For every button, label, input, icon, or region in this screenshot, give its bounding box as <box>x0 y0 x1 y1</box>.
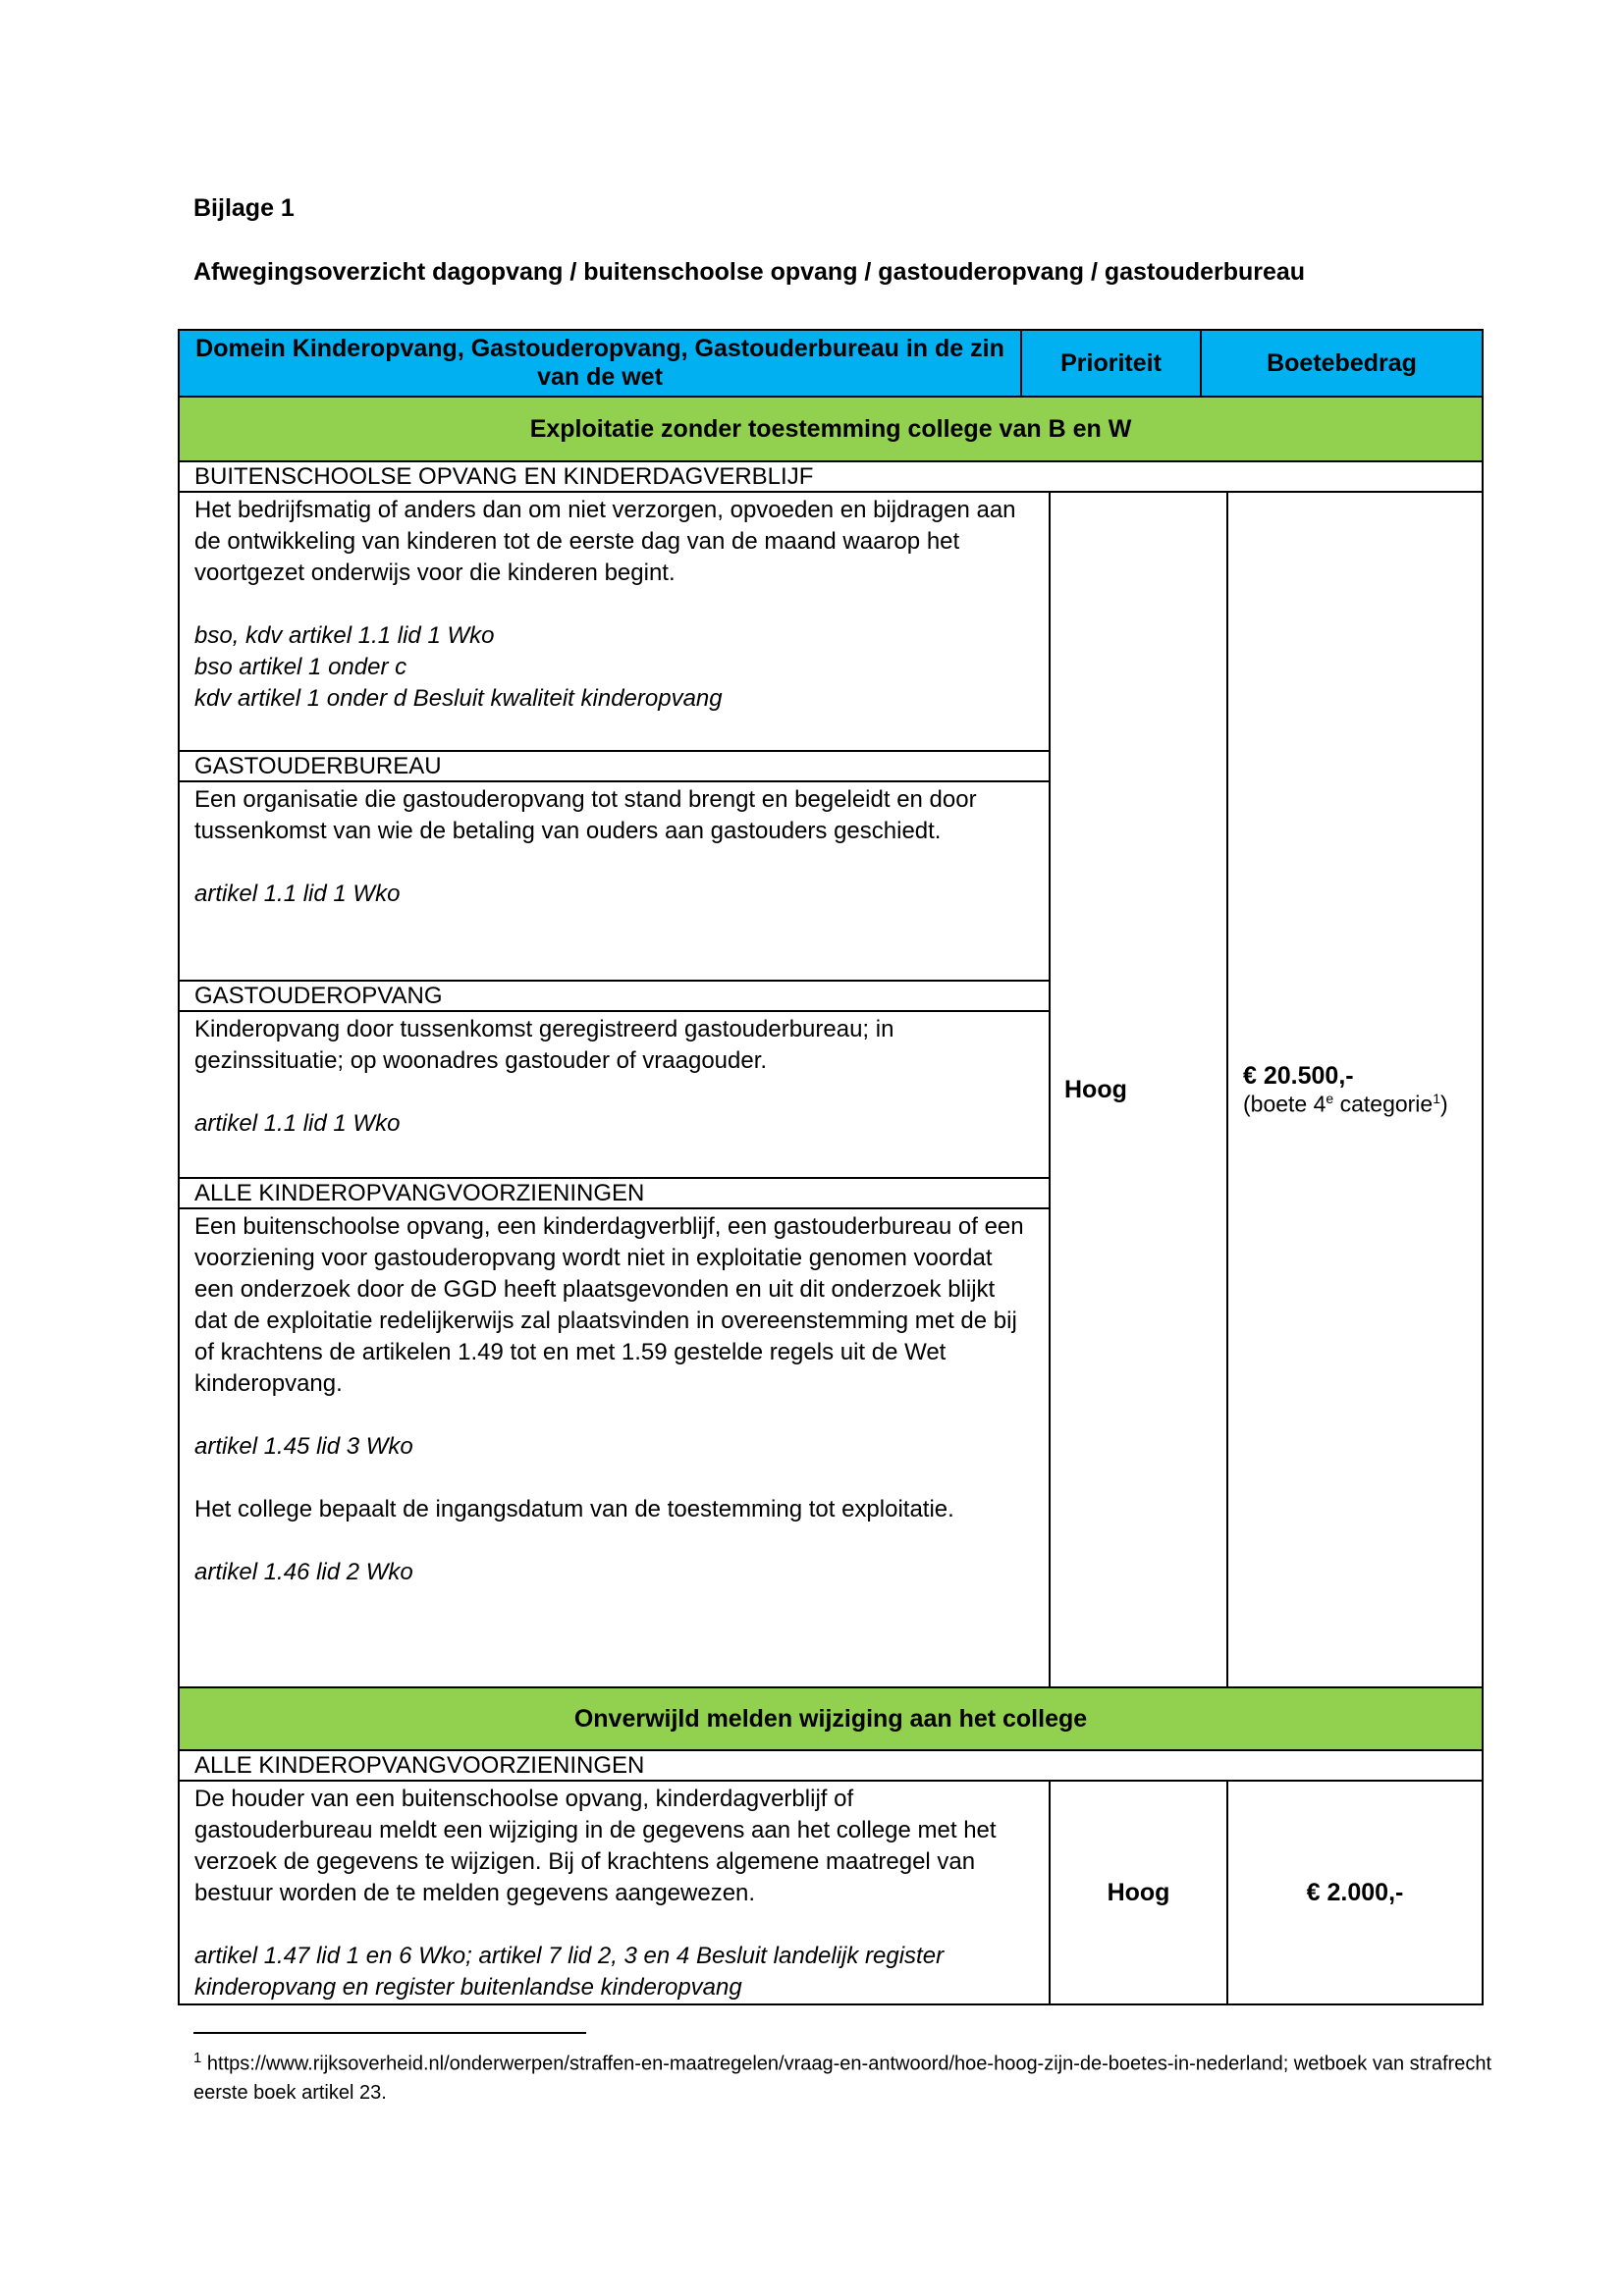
entry-alle-voorzieningen <box>180 1179 1049 1686</box>
legal-reference: artikel 1.45 lid 3 Wko <box>194 1433 413 1460</box>
header-domain: Domein Kinderopvang, Gastouderopvang, Gastouderbureau in de zin van de wet <box>180 331 1022 396</box>
entry-text: Kinderopvang door tussenkomst geregistreerd gastouderbureau; in gezinssituatie; op woonadres gastouder of vraagouder. <box>194 1016 894 1074</box>
entry-text: Een organisatie die gastouderopvang tot stand brengt en begeleidt en door tussenkomst van wie de betaling van ouders aan gastouders geschiedt. <box>194 786 977 844</box>
section-title-exploitatie: Exploitatie zonder toestemming college van B en W <box>180 398 1482 462</box>
header-priority: Prioriteit <box>1022 331 1202 396</box>
footnote <box>193 2044 1499 2108</box>
legal-reference: bso, kdv artikel 1.1 lid 1 Wko <box>194 622 495 649</box>
legal-reference: artikel 1.1 lid 1 Wko <box>194 1110 401 1137</box>
page-title: Bijlage 1 <box>193 194 295 222</box>
table-group-wijziging <box>180 1782 1482 2003</box>
footnote-number: 1 <box>193 2050 202 2066</box>
table-group-exploitatie <box>180 493 1482 1688</box>
header-fine: Boetebedrag <box>1267 348 1417 377</box>
fine-note: (boete 4e categorie$^1$) <box>1243 1090 1448 1117</box>
page-subtitle: Afwegingsoverzicht dagopvang / buitenschoolse opvang / gastouderopvang / gastouderbureau <box>193 258 1306 286</box>
fine-cell <box>1228 1782 1482 2003</box>
entry-bso-kdv <box>180 493 1049 752</box>
entry-text: Een buitenschoolse opvang, een kinderdagverblijf, een gastouderbureau of een voorziening voor gastouderopvang wordt niet in exploitatie genomen voordat een onderzoek door de GGD heeft plaatsgevonden en uit dit onderzoek blijkt dat de exploitatie redelijkerwijs zal plaatsvinden in overeenstemming met de bij of krachtens de artikelen 1.49 tot en met 1.59 gestelde regels uit de Wet kinderopvang. <box>194 1213 1024 1397</box>
legal-reference: artikel 1.47 lid 1 en 6 Wko; artikel 7 lid 2, 3 en 4 Besluit landelijk register kinderopvang en register buitenlandse kinderopvang <box>194 1943 945 2001</box>
fine-amount: € 2.000,- <box>1306 1878 1404 1906</box>
description-column <box>180 493 1051 1686</box>
footnote-divider <box>193 2032 586 2034</box>
legal-reference: artikel 1.46 lid 2 Wko <box>194 1559 413 1585</box>
legal-reference: artikel 1.1 lid 1 Wko <box>194 881 401 907</box>
description-column <box>180 1782 1051 2003</box>
entry-text: Het bedrijfsmatig of anders dan om niet verzorgen, opvoeden en bijdragen aan de ontwikkeling van kinderen tot de eerste dag van de maand waarop het voortgezet onderwijs voor die kinderen begint. <box>194 497 1016 586</box>
entry-title: GASTOUDERBUREAU <box>180 752 1049 782</box>
footnote-text: https://www.rijksoverheid.nl/onderwerpen/straffen-en-maatregelen/vraag-en-antwoord/hoe-hoog-zijn-de-boetes-in-nederland; wetboek van strafrecht eerste boek artikel 23. <box>193 2053 1492 2104</box>
fine-cell <box>1228 493 1482 1686</box>
entry-title: ALLE KINDEROPVANGVOORZIENINGEN <box>180 1179 1049 1209</box>
section-title-wijziging: Onverwijld melden wijziging aan het college <box>180 1688 1482 1751</box>
entry-text: De houder van een buitenschoolse opvang, kinderdagverblijf of gastouderbureau meldt een wijziging in de gegevens aan het college met het verzoek de gegevens te wijzigen. Bij of krachtens algemene maatregel van bestuur worden de te melden gegevens aangewezen. <box>194 1786 997 1906</box>
entry-gastouderbureau <box>180 752 1049 982</box>
entry-gastouderopvang <box>180 982 1049 1179</box>
table-header-row <box>180 331 1482 398</box>
priority-cell: Hoog <box>1051 493 1228 1686</box>
category-bso-kdv: BUITENSCHOOLSE OPVANG EN KINDERDAGVERBLIJF <box>180 462 1482 493</box>
legal-reference: bso artikel 1 onder c <box>194 654 407 680</box>
overview-table <box>178 329 1484 2005</box>
footnote-marker: 1 <box>1433 1090 1441 1106</box>
category-alle-voorzieningen: ALLE KINDEROPVANGVOORZIENINGEN <box>180 1751 1482 1782</box>
entry-text: Het college bepaalt de ingangsdatum van de toestemming tot exploitatie. <box>194 1496 954 1522</box>
fine-amount: € 20.500,- <box>1243 1061 1354 1090</box>
legal-reference: kdv artikel 1 onder d Besluit kwaliteit kinderopvang <box>194 685 723 712</box>
entry-title: GASTOUDEROPVANG <box>180 982 1049 1012</box>
priority-cell: Hoog <box>1051 1782 1228 2003</box>
